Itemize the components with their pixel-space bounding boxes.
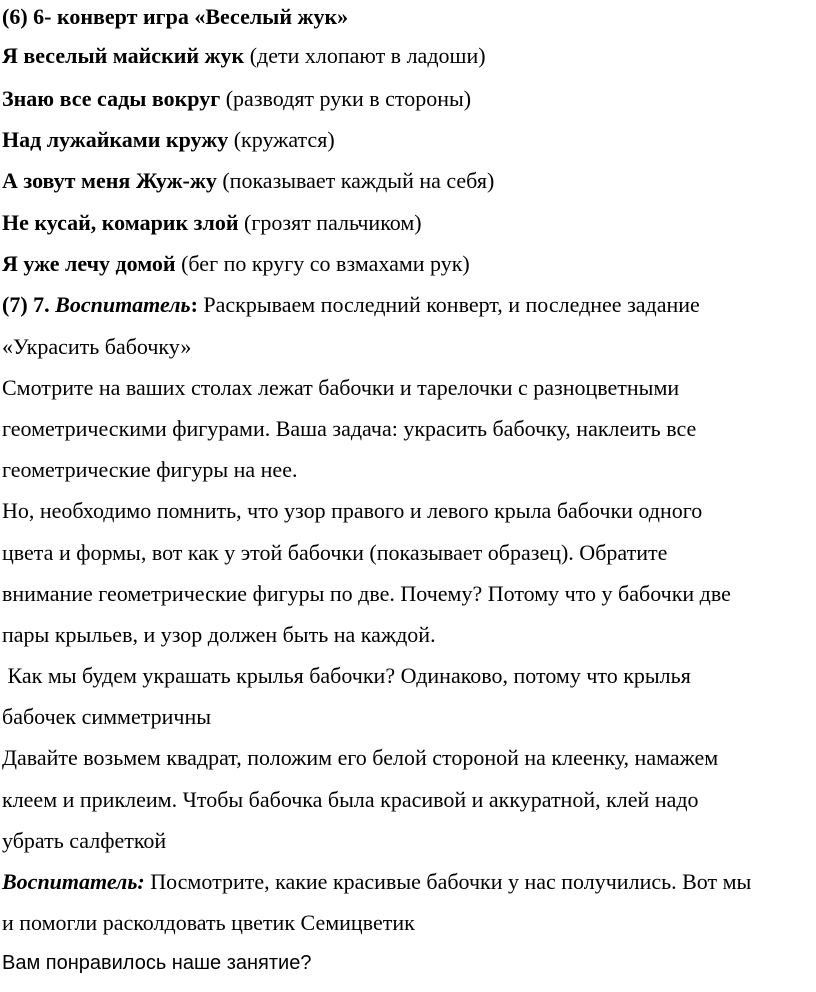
paragraph-line: Как мы будем украшать крылья бабочки? Одинаково, потому что крылья <box>2 663 691 688</box>
verse-action: (разводят руки в стороны) <box>220 86 472 111</box>
paragraph-line: геометрическими фигурами. Ваша задача: украсить бабочку, наклеить все <box>2 416 697 441</box>
closing-line: и помогли расколдовать цветик Семицветик <box>2 910 415 935</box>
paragraph-line: пары крыльев, и узор должен быть на каждой. <box>2 622 436 647</box>
verse-text: Знаю все сады вокруг <box>2 86 221 111</box>
task-text: Раскрываем последний конверт, и последнее задание <box>203 292 700 317</box>
paragraph-line: Смотрите на ваших столах лежат бабочки и тарелочки с разноцветными <box>2 375 680 400</box>
verse-text: Не кусай, комарик злой <box>2 210 239 235</box>
speaker-label: Воспитатель <box>55 292 191 317</box>
verse-line <box>2 88 471 110</box>
paragraph-line: цвета и формы, вот как у этой бабочки (показывает образец). Обратите <box>2 540 668 565</box>
speaker-label: Воспитатель: <box>2 869 145 894</box>
verse-line <box>2 45 486 67</box>
closing-line <box>2 871 751 893</box>
speaker-colon: : <box>190 292 204 317</box>
task-number: (7) 7. <box>2 292 56 317</box>
verse-text: Я веселый майский жук <box>2 43 245 68</box>
paragraph-line: бабочек симметричны <box>2 704 212 729</box>
verse-action: (кружатся) <box>228 127 335 152</box>
verse-action: (показывает каждый на себя) <box>216 168 495 193</box>
verse-action: (бег по кругу со взмахами рук) <box>175 251 470 276</box>
verse-line <box>2 129 335 151</box>
verse-text: Над лужайками кружу <box>2 127 229 152</box>
closing-text: Посмотрите, какие красивые бабочки у нас получились. Вот мы <box>144 869 752 894</box>
verse-text: Я уже лечу домой <box>2 251 176 276</box>
paragraph-line: Давайте возьмем квадрат, положим его белой стороной на клеенку, намажем <box>2 745 719 770</box>
paragraph-line: клеем и приклеим. Чтобы бабочка была красивой и аккуратной, клей надо <box>2 787 699 812</box>
verse-action: (грозят пальчиком) <box>238 210 422 235</box>
verse-action: (дети хлопают в ладоши) <box>244 43 486 68</box>
verse-text: А зовут меня Жуж-жу <box>2 168 217 193</box>
paragraph-line: убрать салфеткой <box>2 828 167 853</box>
final-question: Вам понравилось наше занятие? <box>2 952 312 974</box>
paragraph-line: внимание геометрические фигуры по две. Почему? Потому что у бабочки две <box>2 581 731 606</box>
game-heading: (6) 6- конверт игра «Веселый жук» <box>2 4 349 29</box>
verse-line <box>2 170 494 192</box>
paragraph-line: Но, необходимо помнить, что узор правого и левого крыла бабочки одного <box>2 498 703 523</box>
paragraph-line: геометрические фигуры на нее. <box>2 457 298 482</box>
task7-title: «Украсить бабочку» <box>2 334 192 359</box>
verse-line <box>2 212 422 234</box>
task7-line <box>2 294 700 316</box>
verse-line <box>2 253 470 275</box>
